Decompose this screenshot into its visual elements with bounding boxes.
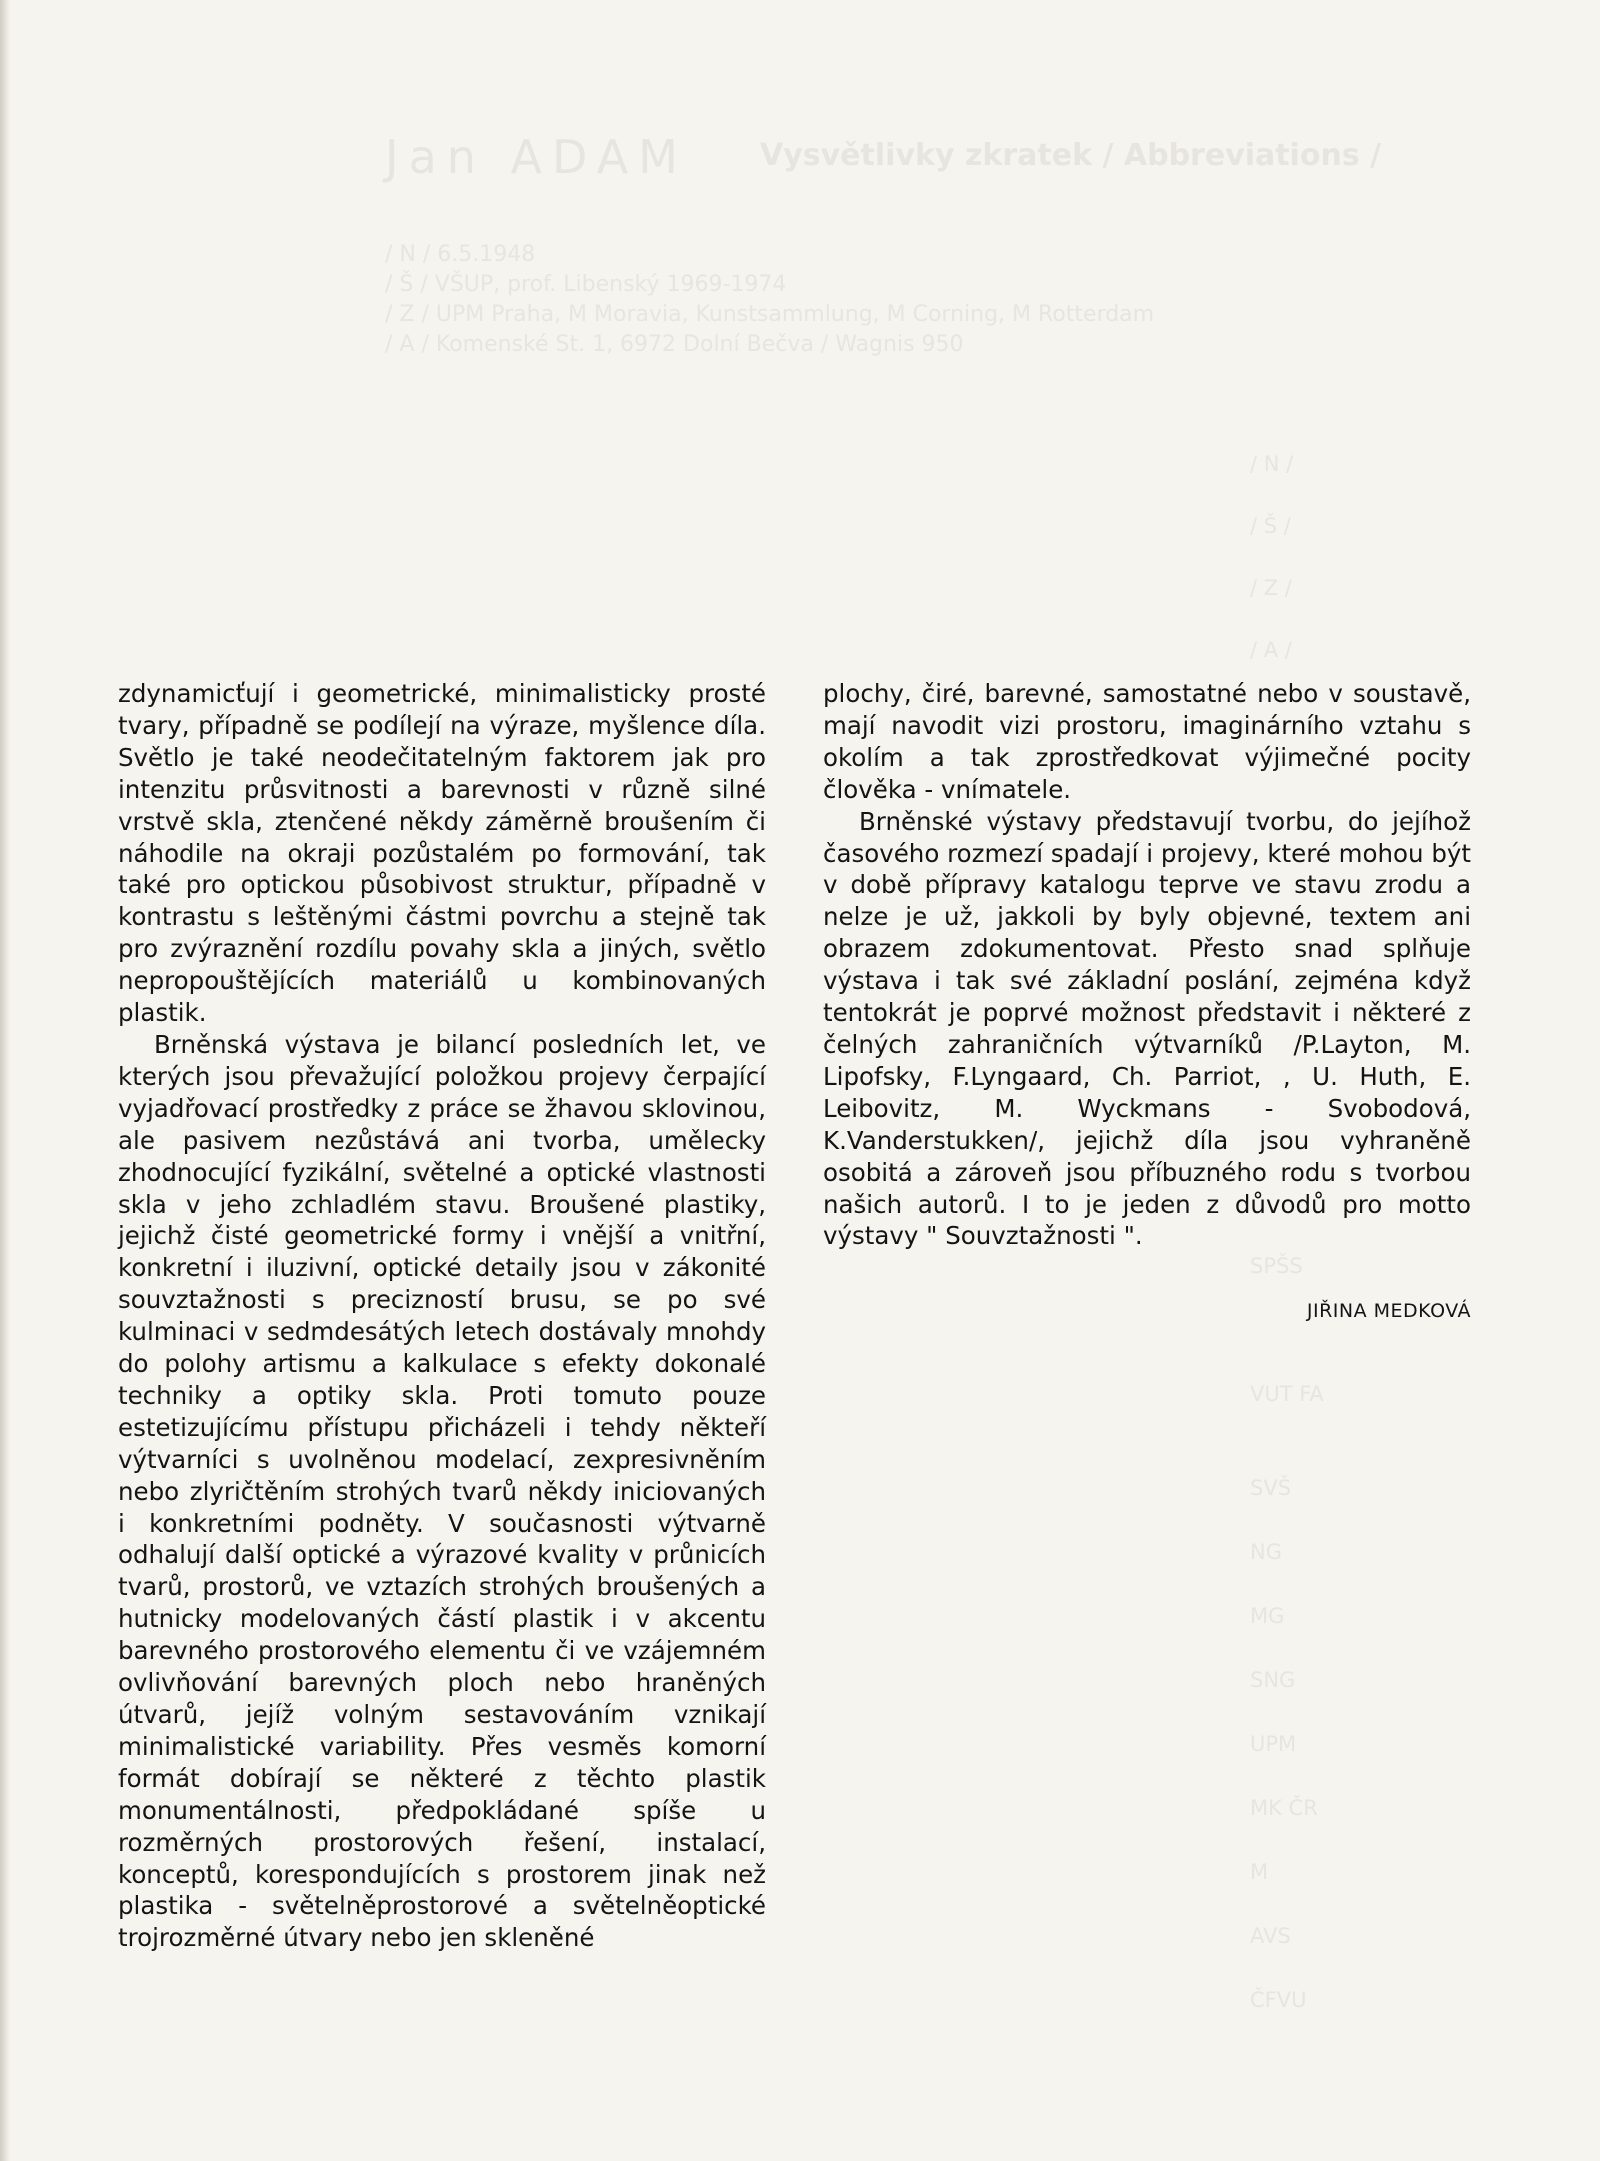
paragraph: Brněnská výstava je bilancí posledních let, ve kterých jsou převažující položkou projevy čerpající vyjadřovací prostředky z práce se žhavou sklovinou, ale pasivem nezůstává ani tvorba, umělecky zhodnocující fyzikální, světelné a optické vlastnosti skla v jeho zchladlém stavu. Broušené plastiky, jejichž čisté geometrické formy i vnější a vnitřní, konkretní i iluzivní, optické detaily jsou v zákonité souvztažnosti s precizností brusu, se po své kulminaci v sedmdesátých letech dostávaly mnohdy do polohy artismu a kalkulace s efekty dokonalé techniky a optiky skla. Proti tomuto pouze estetizujícímu přístupu přicházeli i tehdy někteří výtvarníci s uvolněnou modelací, zexpresivněním nebo zlyričtěním strohých tvarů někdy iniciovaných i konkretními podněty. V současnosti výtvarně odhalují další optické a výrazové kvality v průnicích tvarů, prostorů, ve vztazích strohých broušených a hutnicky modelovaných částí plastik i v akcentu barevného prostorového elementu či ve vzájemném ovlivňování barevných ploch nebo hraněných útvarů, jejíž volným sestavováním vznikají minimalistické variability. Přes vesměs komorní formát dobírají se některé z těchto plastik monumentálnosti, předpokládané spíše u rozměrných prostorových řešení, instalací, konceptů, korespondujících s prostorem jinak než plastika - světelněprostorové a světelněoptické trojrozměrné útvary nebo jen skleněné — [118, 1029, 766, 1953]
show-through-meta-line: / Š / VŠUP, prof. Libenský 1969-1974 — [385, 272, 787, 297]
show-through-abbr: / A / — [1250, 638, 1292, 662]
article-column-left — [118, 678, 766, 1954]
article-column-right — [823, 678, 1471, 1328]
show-through-title: Jan ADAM — [385, 130, 688, 184]
show-through-abbr: SNG — [1250, 1668, 1296, 1692]
show-through-abbr: AVS — [1250, 1924, 1291, 1948]
paragraph: plochy, čiré, barevné, samostatné nebo v soustavě, mají navodit vizi prostoru, imaginárního vztahu s okolím a tak zprostředkovat výjimečné pocity člověka - vnímatele. — [823, 679, 1471, 804]
show-through-abbr: NG — [1250, 1540, 1282, 1564]
show-through-abbr: / N / — [1250, 452, 1294, 476]
show-through-meta — [385, 240, 1154, 360]
show-through-abbr: / Z / — [1250, 576, 1292, 600]
paragraph: zdynamicťují i geometrické, minimalisticky prosté tvary, případně se podílejí na výraze, myšlence díla. Světlo je také neodečitatelným faktorem jak pro intenzitu průsvitnosti a barevnosti v různě silné vrstvě skla, ztenčené někdy záměrně broušením či náhodile na okraji pozůstalém po formování, tak také pro optickou působivost struktur, případně v kontrastu s leštěnými částmi povrchu a stejně tak pro zvýraznění rozdílu povahy skla a jiných, světlo nepropouštějících materiálů u kombinovaných plastik. — [118, 679, 766, 1028]
show-through-abbr: / Š / — [1250, 514, 1291, 538]
author-signature: JIŘINA MEDKOVÁ — [1306, 1300, 1471, 1323]
show-through-meta-line: / Z / UPM Praha, M Moravia, Kunstsammlung, M Corning, M Rotterdam — [385, 302, 1155, 327]
show-through-abbr: SPŠS — [1250, 1254, 1303, 1278]
paragraph: Brněnské výstavy představují tvorbu, do jejíhož časového rozmezí spadají i projevy, které mohou být v době přípravy katalogu teprve ve stavu zrodu a nelze je už, jakkoli by byly objevné, textem ani obrazem zdokumentovat. Přesto snad splňuje výstava i tak své základní poslání, zejména když tentokrát je poprvé možnost představit i některé z čelných zahraničních výtvarníků /P.Layton, M. Lipofsky, F.Lyngaard, Ch. Parriot, , U. Huth, E. Leibovitz, M. Wyckmans - Svobodová, K.Vanderstukken/, jejichž díla jsou vyhraněně osobitá a zároveň jsou příbuzného rodu s tvorbou našich autorů. I to je jeden z důvodů pro motto výstavy " Souvztažnosti ". — [823, 806, 1471, 1251]
show-through-meta-line: / N / 6.5.1948 — [385, 242, 536, 267]
show-through-abbr: VUT FA — [1250, 1382, 1324, 1406]
show-through-heading: Vysvětlivky zkratek / Abbreviations / — [760, 138, 1382, 173]
show-through-abbr: UPM — [1250, 1732, 1297, 1756]
show-through-abbr: M — [1250, 1860, 1269, 1884]
show-through-abbr: MG — [1250, 1604, 1285, 1628]
show-through-abbr: ČFVU — [1250, 1988, 1307, 2012]
show-through-meta-line: / A / Komenské St. 1, 6972 Dolní Bečva / Wagnis 950 — [385, 332, 964, 357]
binding-edge — [0, 0, 10, 2161]
show-through-abbr: MK ČR — [1250, 1796, 1318, 1820]
show-through-abbr: SVŠ — [1250, 1476, 1292, 1500]
